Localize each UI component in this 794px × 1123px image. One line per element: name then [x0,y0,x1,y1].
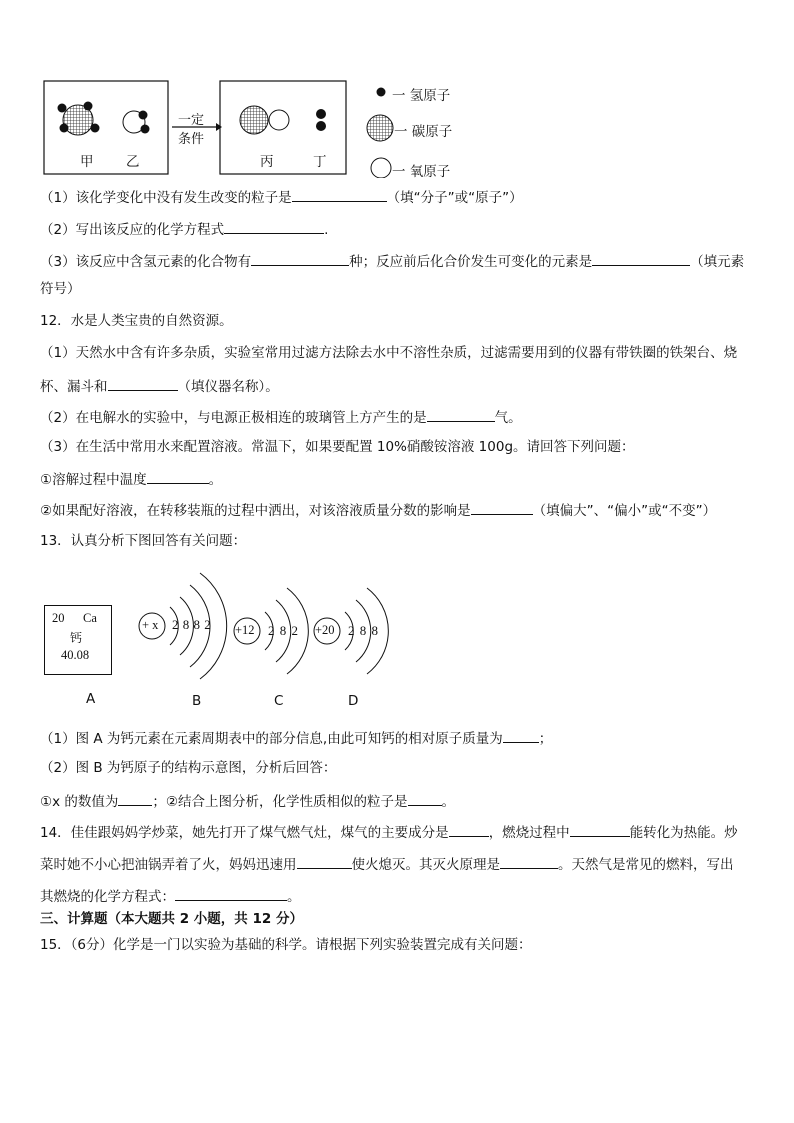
q13-part2: （2）图 B 为钙原子的结构示意图，分析后回答： [40,760,337,776]
q12-part1-cont: 杯、漏斗和 （填仪器名称）。 [40,376,279,396]
atomic-structure-diagrams [130,560,400,680]
figure-label-d: D [348,693,359,709]
hydrogen-atom-icon [58,104,67,113]
q11-part3-cont: 符号） [40,281,81,297]
q11-blank-4[interactable] [592,251,690,266]
q12-blank-2[interactable] [427,407,495,422]
atomic-mass: 40.08 [61,648,90,662]
q14-line2: 菜时她不小心把油锅弄着了火，妈妈迅速用 使火熄灭。其灭火原理是 。天然气是常见的燃料，写出 [40,854,734,874]
legend-hydrogen: 一 氢原子 [392,88,451,104]
q14-blank-2[interactable] [570,822,630,837]
q13-part1: （1）图 A 为钙元素在元素周期表中的部分信息,由此可知钙的相对原子质量为 ； [40,728,552,748]
q11-blank-3[interactable] [251,251,349,266]
oxygen-legend-icon [371,158,391,178]
legend-carbon: 一 碳原子 [394,124,453,140]
element-symbol: Ca [83,611,97,625]
figure-label-c: C [274,693,284,709]
nucleus-b-label: + x [142,618,159,632]
q11-part3: （3）该反应中含氢元素的化合物有 种；反应前后化合价发生可变化的元素是 （填元素 [40,251,744,271]
oxygen-atom-icon [269,110,289,130]
carbon-atom-icon [240,106,268,134]
shells-b-label: 2 8 8 2 [172,617,211,632]
hydrogen-atom-icon [316,109,326,119]
q12-blank-4[interactable] [471,500,533,515]
shells-d-label: 2 8 8 [348,623,378,638]
q14-line3: 其燃烧的化学方程式： 。 [40,886,301,906]
q13-blank-1[interactable] [503,728,539,743]
q12-part3: （3）在生活中常用水来配置溶液。常温下，如果要配置 10%硝酸铵溶液 100g。请回答下列问题： [40,439,635,455]
q13-title: 13．认真分析下图回答有关问题： [40,533,247,549]
legend-oxygen: 一 氧原子 [392,164,451,180]
q13-blank-3[interactable] [408,791,442,806]
label-ding: 丁 [313,154,327,170]
q11-part1: （1）该化学变化中没有发生改变的粒子是 （填“分子”或“原子”） [40,187,523,207]
element-name: 钙 [70,631,83,645]
hydrogen-atom-icon [91,124,100,133]
figure-label-a: A [86,691,96,707]
q15-text: 15．（6分）化学是一门以实验为基础的科学。请根据下列实验装置完成有关问题： [40,937,532,953]
q12-blank-1[interactable] [108,376,178,391]
carbon-legend-icon [367,115,393,141]
atomic-number: 20 [52,611,65,625]
q11-blank-1[interactable] [292,187,387,202]
shells-c-label: 2 8 2 [268,623,298,638]
q14-blank-1[interactable] [449,822,489,837]
nucleus-c-label: +12 [235,623,255,637]
section-3-heading: 三、计算题（本大题共 2 小题，共 12 分） [40,911,303,927]
hydrogen-legend-icon [377,88,386,97]
arrow-condition-top: 一定 [178,113,205,128]
q12-sub1: ①溶解过程中温度 。 [40,469,222,489]
q14-blank-3[interactable] [297,854,352,869]
q11-part2: （2）写出该反应的化学方程式 . [40,219,328,239]
q13-sub1: ①x 的数值为 ；②结合上图分析，化学性质相似的粒子是 。 [40,791,455,811]
hydrogen-atom-icon [141,125,150,134]
q12-part1: （1）天然水中含有许多杂质，实验室常用过滤方法除去水中不溶性杂质，过滤需要用到的仪器有带铁圈的铁架台、烧 [40,345,738,361]
q14-blank-5[interactable] [175,886,287,901]
q12-blank-3[interactable] [147,469,209,484]
q12-sub2: ②如果配好溶液，在转移装瓶的过程中洒出，对该溶液质量分数的影响是 （填偏大”、“偏小”或“不变”） [40,500,716,520]
label-bing: 丙 [260,154,274,170]
hydrogen-atom-icon [84,102,93,111]
hydrogen-atom-icon [60,124,69,133]
periodic-table-cell [44,605,112,675]
label-yi: 乙 [126,154,140,170]
q11-blank-2[interactable] [224,219,324,234]
hydrogen-atom-icon [316,121,326,131]
label-jia: 甲 [80,154,94,170]
reaction-diagram [40,78,430,178]
q14-line1: 14．佳佳跟妈妈学炒菜，她先打开了煤气燃气灶，煤气的主要成分是 ，燃烧过程中 能转化为热能。炒 [40,822,738,842]
q12-title: 12．水是人类宝贵的自然资源。 [40,313,233,329]
figure-label-b: B [192,693,202,709]
nucleus-d-label: +20 [315,623,335,637]
q12-part2: （2）在电解水的实验中，与电源正极相连的玻璃管上方产生的是 气。 [40,407,522,427]
hydrogen-atom-icon [139,111,148,120]
q14-blank-4[interactable] [500,854,558,869]
q13-blank-2[interactable] [118,791,152,806]
arrow-condition-bottom: 条件 [178,132,205,147]
